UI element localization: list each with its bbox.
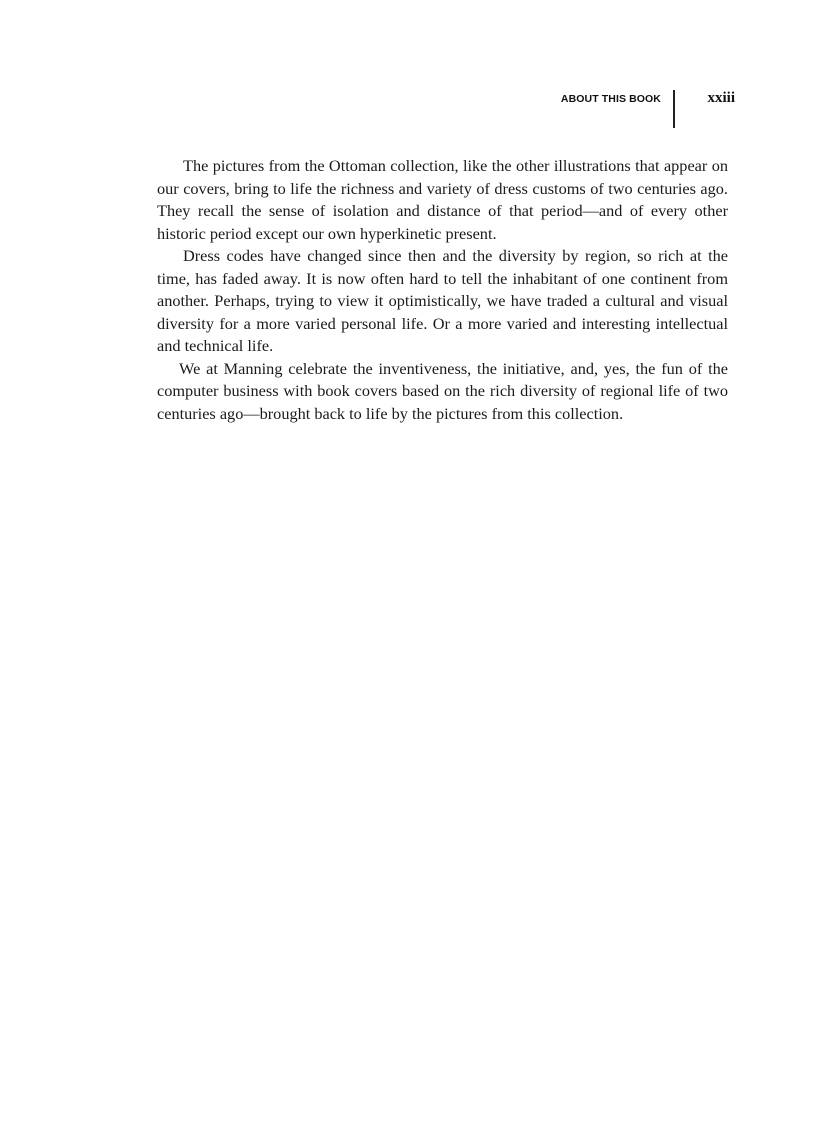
- running-head-section-title: ABOUT THIS BOOK: [560, 93, 661, 105]
- paragraph: We at Manning celebrate the inventiveness, the initiative, and, yes, the fun of the computer business with book covers based on the rich diversity of regional life of two centuries ago—brought back to life by the pictures from this collection.: [157, 358, 728, 423]
- paragraph: The pictures from the Ottoman collection, like the other illustrations that appear on our covers, bring to life the richness and variety of dress customs of two centuries ago. They recall the sense of isolation and distance of that period—and of every other historic period except our own hyperkinetic present.: [157, 156, 728, 243]
- body-text: [157, 155, 728, 425]
- running-head: [0, 90, 735, 130]
- paragraph: Dress codes have changed since then and the diversity by region, so rich at the time, has faded away. It is now often hard to tell the inhabitant of one continent from another. Perhaps, trying to view it optimistically, we have traded a cultural and visual diversity for a more varied personal life. Or a more varied and interesting intellectual and technical life.: [157, 246, 728, 355]
- running-head-divider: [673, 90, 675, 128]
- page-number: xxiii: [707, 90, 735, 106]
